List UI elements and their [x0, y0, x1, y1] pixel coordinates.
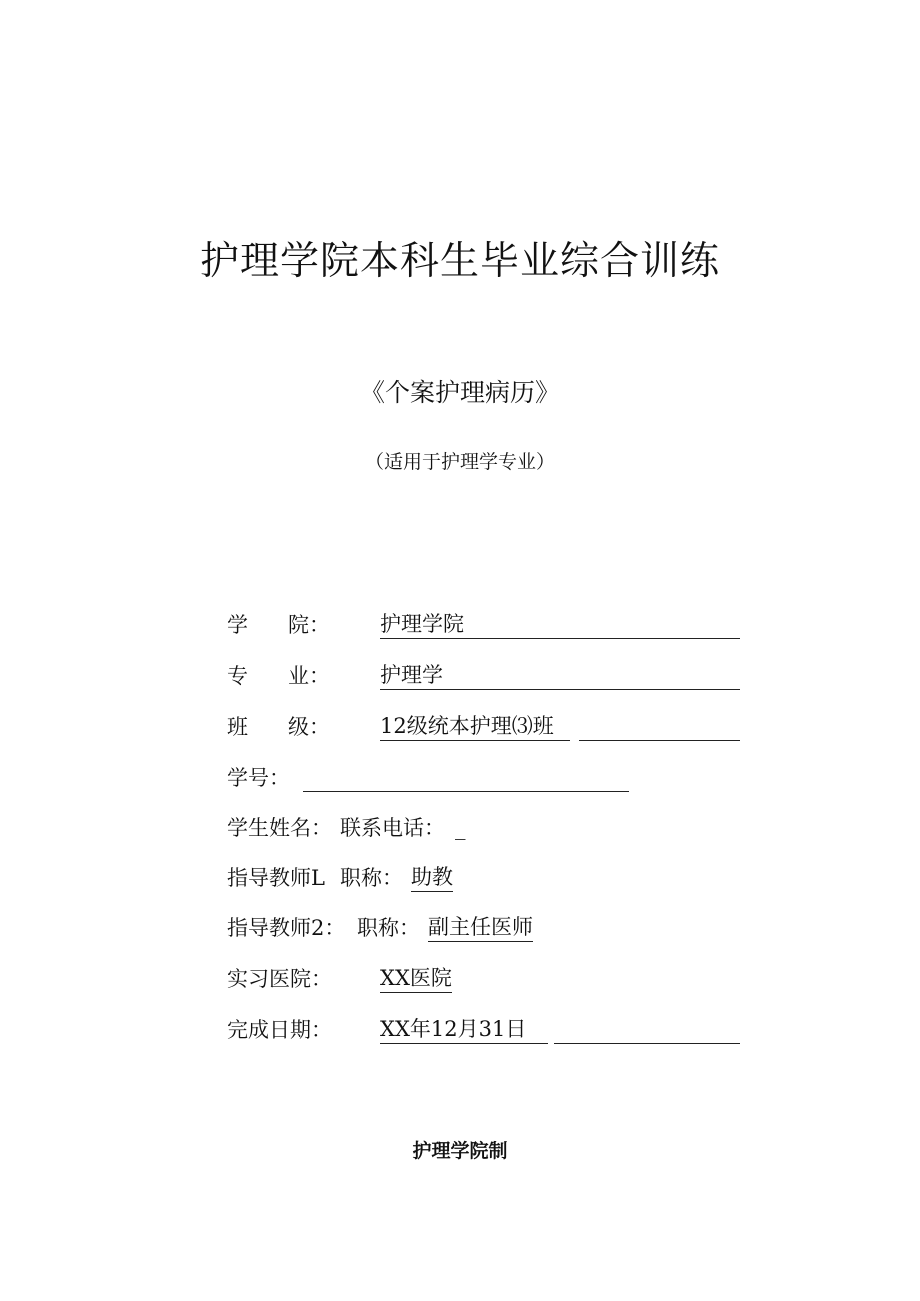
- advisor2-title-field: [428, 913, 533, 942]
- document-subtitle: 《个案护理病历》: [359, 378, 560, 407]
- major-field: [380, 661, 740, 690]
- phone-value: _: [455, 816, 466, 840]
- class-field: [380, 712, 570, 741]
- advisor1-title-value: 助教: [411, 865, 453, 889]
- college-field: [380, 610, 740, 639]
- hospital-label: 实习医院：: [227, 967, 332, 991]
- completion-date-value: XX年12月31日: [380, 1017, 527, 1041]
- student-name-row: [227, 813, 742, 843]
- advisor2-title-label: 职称：: [357, 916, 420, 940]
- student-id-blank-line: [303, 763, 629, 792]
- applicability-note: （适用于护理学专业）: [364, 451, 555, 473]
- advisor1-title-field: [411, 863, 453, 892]
- completion-date-blank-line: [554, 1015, 740, 1044]
- class-blank-line: [579, 712, 740, 741]
- class-label: 班 级：: [227, 715, 331, 739]
- completion-date-label: 完成日期：: [227, 1018, 332, 1042]
- advisor2-row: [227, 913, 742, 943]
- advisor1-title-label: 职称：: [340, 866, 403, 890]
- class-row: [227, 712, 742, 742]
- student-id-row: [227, 763, 742, 793]
- college-label: 学 院：: [227, 613, 331, 637]
- page-title: 护理学院本科生毕业综合训练: [199, 239, 720, 284]
- class-value: 12级统本护理⑶班: [380, 714, 554, 738]
- hospital-row: [227, 964, 742, 994]
- advisor2-title-value: 副主任医师: [428, 915, 533, 939]
- major-label: 专 业：: [227, 664, 331, 688]
- hospital-field: [380, 964, 452, 993]
- completion-date-field: [380, 1015, 548, 1044]
- college-row: [227, 610, 742, 640]
- college-value: 护理学院: [380, 612, 464, 636]
- completion-date-row: [227, 1015, 742, 1045]
- hospital-value: XX医院: [380, 966, 452, 990]
- major-value: 护理学: [380, 663, 443, 687]
- student-name-label: 学生姓名：: [227, 816, 332, 840]
- student-id-label: 学号：: [227, 766, 290, 790]
- advisor2-label: 指导教师2：: [227, 916, 346, 940]
- major-row: [227, 661, 742, 691]
- phone-label: 联系电话：: [340, 816, 445, 840]
- advisor1-row: [227, 863, 742, 893]
- advisor1-label: 指导教师L: [227, 866, 325, 890]
- issuer-footer: 护理学院制: [412, 1140, 508, 1162]
